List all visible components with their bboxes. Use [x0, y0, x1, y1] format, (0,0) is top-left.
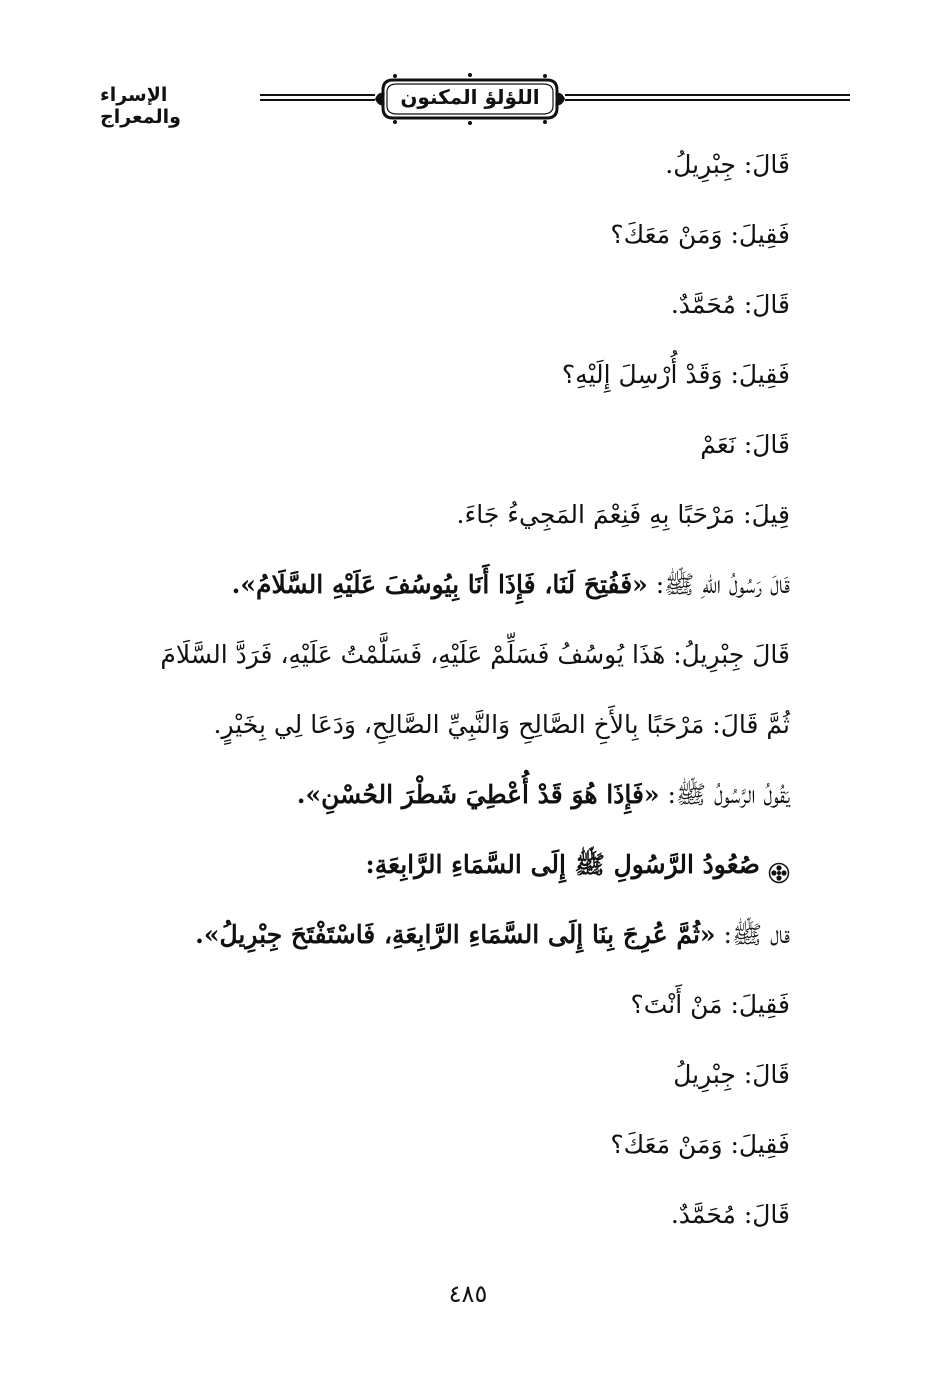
text-line: [150, 775, 790, 845]
book-title-badge: [375, 72, 565, 126]
text-line: قَالَ جِبْرِيلُ: هَذَا يُوسُفُ فَسَلِّمْ عَلَيْهِ، فَسَلَّمْتُ عَلَيْهِ، فَرَدَّ السَّلَامَ: [160, 640, 790, 669]
chapter-title: الإسراء والمعراج: [100, 84, 181, 128]
page-header: [100, 70, 850, 130]
hadith-quote: «ثُمَّ عُرِجَ بِنَا إِلَى السَّمَاءِ الرَّابِعَةِ، فَاسْتَفْتَحَ جِبْرِيلُ».: [195, 920, 716, 949]
text-line: [150, 565, 790, 635]
text-line: فَقِيلَ: مَنْ أَنْتَ؟: [630, 990, 790, 1019]
flower-bullet-icon: [768, 856, 790, 878]
section-heading-text: صُعُودُ الرَّسُولِ ﷺ إِلَى السَّمَاءِ الرَّابِعَةِ:: [365, 850, 760, 879]
book-title: اللؤلؤ المكنون: [400, 85, 540, 109]
line-prefix: قَالَ رَسُولُ اللهِ ﷺ:: [647, 570, 790, 599]
line-prefix: قال ﷺ:: [715, 920, 790, 949]
hadith-quote: «فَإِذَا هُوَ قَدْ أُعْطِيَ شَطْرَ الحُسْنِ».: [296, 780, 660, 809]
text-line: قِيلَ: مَرْحَبًا بِهِ فَنِعْمَ المَجِيءُ جَاءَ.: [456, 500, 790, 529]
text-line: فَقِيلَ: وَمَنْ مَعَكَ؟: [610, 220, 790, 249]
text-line: قَالَ: مُحَمَّدٌ.: [670, 1200, 790, 1229]
text-line: فَقِيلَ: وَمَنْ مَعَكَ؟: [610, 1130, 790, 1159]
text-line: قَالَ: جِبْرِيلُ: [673, 1060, 790, 1089]
page-body: [150, 145, 790, 1265]
line-prefix: يَقُولُ الرَّسُولُ ﷺ:: [659, 780, 790, 809]
text-line: قَالَ: نَعَمْ: [700, 430, 790, 459]
text-line: [150, 915, 790, 985]
text-line: ثُمَّ قَالَ: مَرْحَبًا بِالأَخِ الصَّالِحِ وَالنَّبِيِّ الصَّالِحِ، وَدَعَا لِي بِخَيْرٍ.: [213, 710, 790, 739]
header-rule-far-right: [818, 94, 850, 101]
text-line: فَقِيلَ: وَقَدْ أُرْسِلَ إِلَيْهِ؟: [561, 360, 790, 389]
text-line: قَالَ: مُحَمَّدٌ.: [670, 290, 790, 319]
hadith-quote: «فَفُتِحَ لَنَا، فَإِذَا أَنَا بِيُوسُفَ عَلَيْهِ السَّلَامُ».: [231, 570, 648, 599]
section-heading: [150, 845, 790, 915]
header-rule-right: [565, 94, 850, 101]
page-number: ٤٨٥: [448, 1280, 488, 1308]
header-rule-left: [260, 94, 375, 101]
text-line: قَالَ: جِبْرِيلُ.: [665, 150, 790, 179]
